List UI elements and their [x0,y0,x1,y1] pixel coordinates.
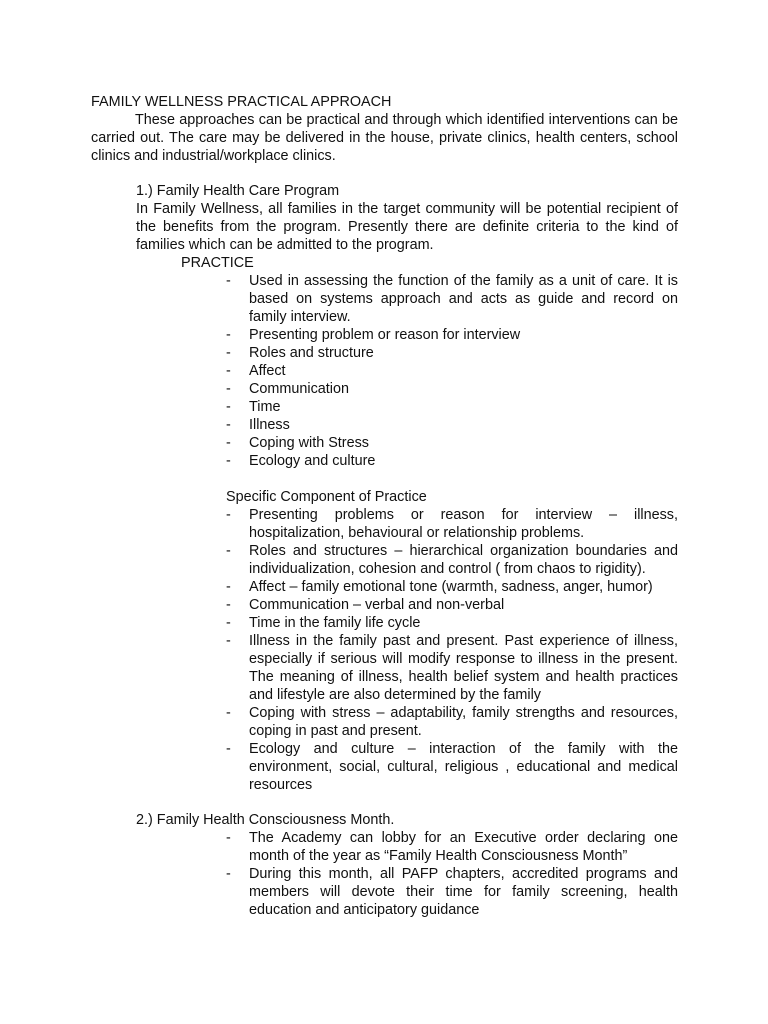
specific-component-heading: Specific Component of Practice [226,489,427,505]
specific-component-list [226,506,678,794]
bullet-dash: - [226,399,231,415]
list-item [226,614,678,632]
list-item [226,578,678,596]
list-item-text: Presenting problem or reason for interview [249,327,521,343]
practice-label: PRACTICE [181,255,254,271]
list-item-text: Used in assessing the function of the family as a unit of care. It is based on systems approach and acts as guide and record on family interview. [249,273,678,325]
bullet-dash: - [226,597,231,613]
list-item-text: Coping with stress – adaptability, family strengths and resources, coping in past and present. [249,705,678,739]
list-item [226,740,678,794]
list-item [226,272,678,326]
list-item-text: Ecology and culture – interaction of the family with the environment, social, cultural, religious , educational and medical resources [249,741,678,793]
bullet-dash: - [226,633,231,649]
list-item [226,506,678,542]
list-item [226,344,678,362]
list-item [226,434,678,452]
document-title: FAMILY WELLNESS PRACTICAL APPROACH [91,94,392,110]
list-item [226,704,678,740]
practice-list [226,272,678,470]
intro-paragraph: These approaches can be practical and through which identified interventions can be carried out. The care may be delivered in the house, private clinics, health centers, school clinics and industrial/workplace clinics. [91,112,678,164]
list-item-text: Illness [249,417,290,433]
list-item [226,416,678,434]
list-item [226,452,678,470]
list-item [226,380,678,398]
bullet-dash: - [226,741,231,757]
bullet-dash: - [226,381,231,397]
section2-heading: 2.) Family Health Consciousness Month. [136,812,395,828]
list-item-text: Communication – verbal and non-verbal [249,597,505,613]
list-item-text: Affect [249,363,286,379]
bullet-dash: - [226,705,231,721]
bullet-dash: - [226,866,231,882]
list-item-text: Roles and structures – hierarchical organization boundaries and individualization, cohesion and control ( from chaos to rigidity). [249,543,678,577]
list-item [226,542,678,578]
list-item-text: Presenting problems or reason for interview – illness, hospitalization, behavioural or relationship problems. [249,507,678,541]
section1-body: In Family Wellness, all families in the target community will be potential recipient of the benefits from the program. Presently there are definite criteria to the kind of families which can be admitted to the program. [136,201,678,253]
bullet-dash: - [226,453,231,469]
bullet-dash: - [226,543,231,559]
bullet-dash: - [226,435,231,451]
list-item [226,362,678,380]
list-item-text: Illness in the family past and present. Past experience of illness, especially if serious will modify response to illness in the present. The meaning of illness, health belief system and health practices and lifestyle are also determined by the family [249,633,678,703]
list-item-text: Time in the family life cycle [249,615,421,631]
list-item [226,398,678,416]
bullet-dash: - [226,507,231,523]
list-item-text: Roles and structure [249,345,374,361]
bullet-dash: - [226,327,231,343]
bullet-dash: - [226,345,231,361]
bullet-dash: - [226,830,231,846]
bullet-dash: - [226,579,231,595]
list-item [226,829,678,865]
list-item [226,632,678,704]
section2-list [226,829,678,919]
bullet-dash: - [226,417,231,433]
list-item-text: Ecology and culture [249,453,376,469]
section1-heading: 1.) Family Health Care Program [136,183,340,199]
list-item-text: Communication [249,381,349,397]
list-item-text: Time [249,399,281,415]
list-item-text: Coping with Stress [249,435,369,451]
bullet-dash: - [226,363,231,379]
bullet-dash: - [226,273,231,289]
list-item [226,865,678,919]
bullet-dash: - [226,615,231,631]
list-item-text: During this month, all PAFP chapters, accredited programs and members will devote their time for family screening, health education and anticipatory guidance [249,866,678,918]
list-item-text: Affect – family emotional tone (warmth, sadness, anger, humor) [249,579,653,595]
list-item-text: The Academy can lobby for an Executive order declaring one month of the year as “Family Health Consciousness Month” [249,830,678,864]
list-item [226,596,678,614]
list-item [226,326,678,344]
